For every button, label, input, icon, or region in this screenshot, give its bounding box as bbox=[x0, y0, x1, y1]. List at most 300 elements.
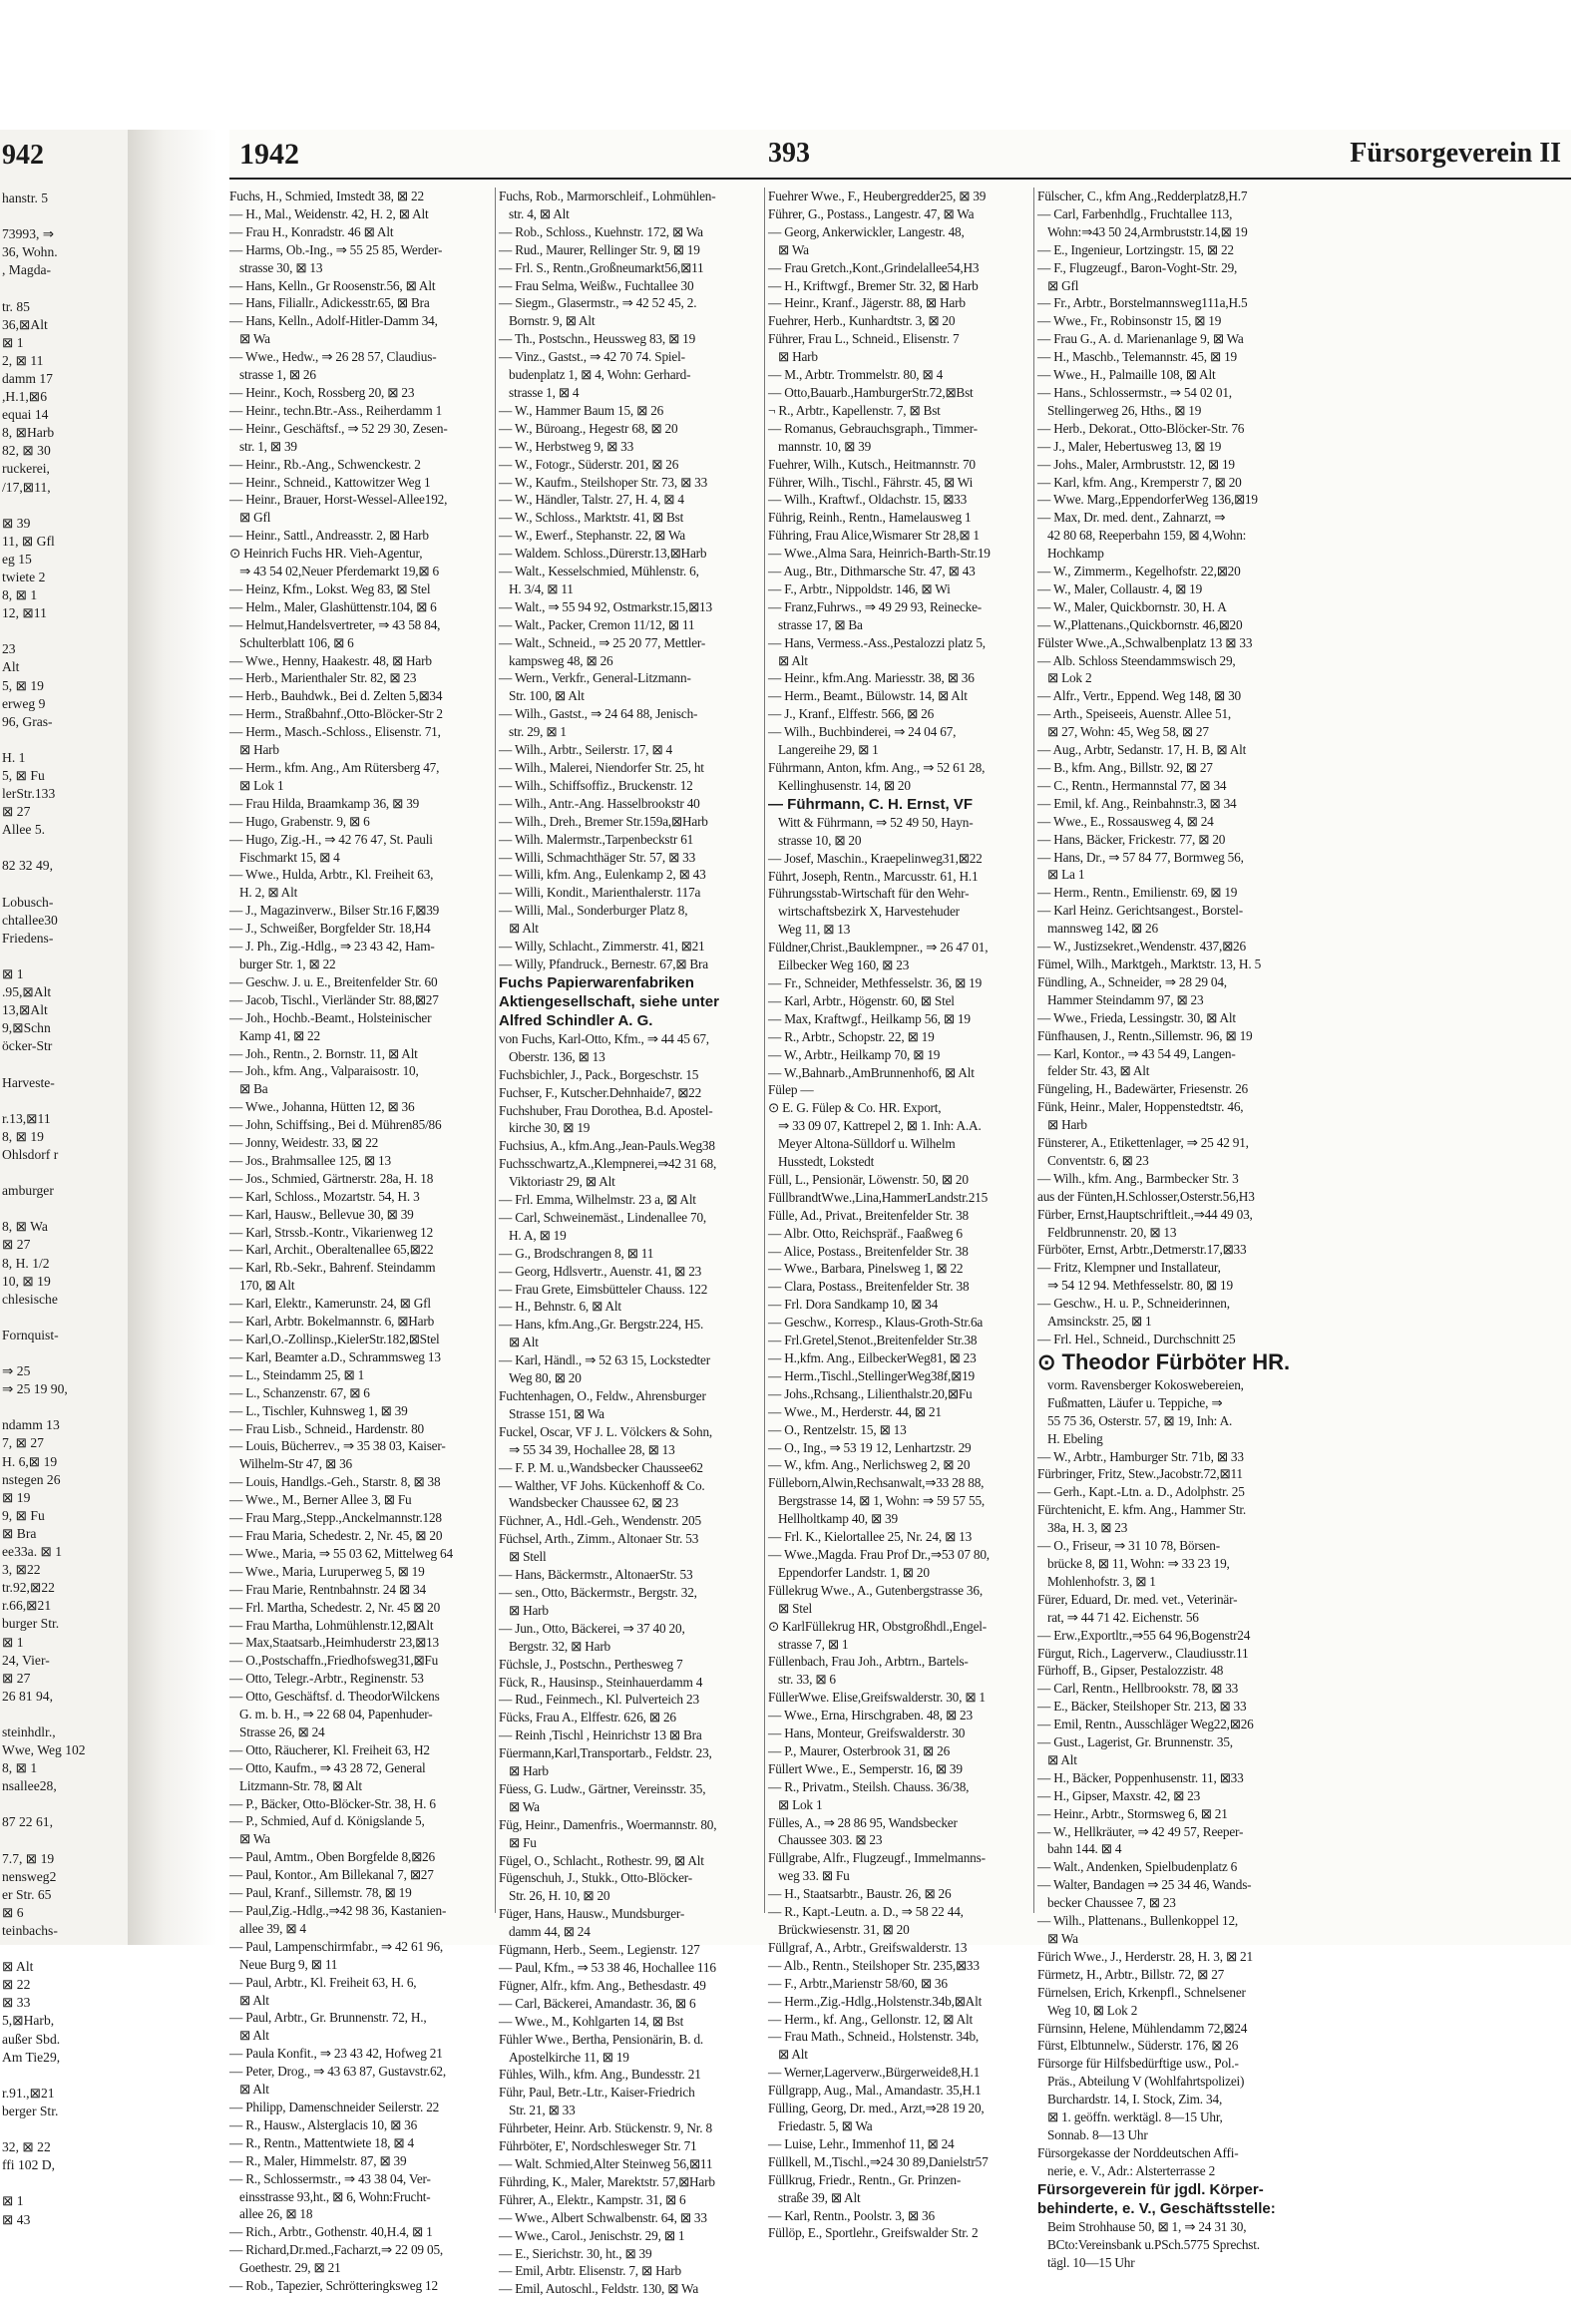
directory-entry-line: Fuchs, H., Schmied, Imstedt 38, ⊠ 22 bbox=[229, 189, 424, 203]
facing-page-line: nstegen 26 bbox=[2, 1471, 61, 1487]
facing-page-line: 10, ⊠ 19 bbox=[2, 1273, 51, 1289]
facing-page-line: r.66,⊠21 bbox=[2, 1598, 52, 1614]
facing-page-line: 5,⊠Harb, bbox=[2, 2013, 55, 2029]
directory-entry-line: Führer, Wilh., Tischl., Fährstr. 45, ⊠ Wi bbox=[768, 474, 974, 490]
facing-page-line: 2, ⊠ 11 bbox=[2, 352, 44, 368]
column-divider bbox=[764, 188, 765, 1913]
facing-page-line: tr.92,⊠22 bbox=[2, 1580, 55, 1596]
directory-entry-line: Amsinckstr. 25, ⊠ 1 bbox=[1047, 1314, 1152, 1330]
directory-entry-line: — Wwe., Frieda, Lessingstr. 30, ⊠ Alt bbox=[1037, 1009, 1236, 1025]
directory-entry-line: — Hans, Vermess.-Ass.,Pestalozzi platz 5, bbox=[768, 634, 986, 650]
directory-entry-line: — Herb., Dekorat., Otto-Blöcker-Str. 76 bbox=[1037, 420, 1245, 436]
directory-entry-line: — Max,Staatsarb.,Heimhuderstr 23,⊠13 bbox=[229, 1635, 440, 1651]
directory-entry-line: — Heinr., Brauer, Horst-Wessel-Allee192, bbox=[229, 492, 448, 508]
facing-page-line: 23 bbox=[2, 641, 16, 657]
directory-entry-line: Fügel, O., Schlacht., Rothestr. 99, ⊠ Alt bbox=[499, 1852, 704, 1868]
directory-entry-line: — W., Kaufm., Steilshoper Str. 73, ⊠ 33 bbox=[499, 474, 708, 490]
directory-entry-line: ⇒ 55 34 39, Hochallee 28, ⊠ 13 bbox=[509, 1441, 675, 1457]
facing-page-line: Harveste- bbox=[2, 1074, 55, 1090]
directory-entry-line: FüllerWwe. Elise,Greifswalderstr. 30, ⊠ 1 bbox=[768, 1690, 986, 1706]
directory-entry-line: — Paul, Arbtr., Kl. Freiheit 63, H. 6, bbox=[229, 1974, 417, 1990]
directory-entry-line: Fünsterer, A., Etikettenlager, ⇒ 25 42 91, bbox=[1037, 1135, 1249, 1151]
facing-page-line: ⊠ 22 bbox=[2, 1977, 31, 1993]
directory-entry-line: — Romanus, Gebrauchsgraph., Timmer- bbox=[768, 420, 978, 436]
directory-entry-line: — Josef, Maschin., Kraepelinweg31,⊠22 bbox=[768, 850, 983, 866]
directory-entry-line: — Emil, Rentn., Ausschläger Weg22,⊠26 bbox=[1037, 1717, 1254, 1732]
directory-entry-line: — R., Kapt.-Leutn. a. D., ⇒ 58 22 44, bbox=[768, 1904, 964, 1920]
directory-entry-line: — W., Arbtr., Hamburger Str. 71b, ⊠ 33 bbox=[1037, 1448, 1244, 1464]
directory-entry-line: ⊠ Ba bbox=[239, 1081, 268, 1097]
directory-entry-line: — Wwe., Maria, ⇒ 55 03 62, Mittelweg 64 bbox=[229, 1545, 453, 1561]
directory-entry-line: Hochkamp bbox=[1047, 546, 1104, 562]
directory-entry-line: G. m. b. H., ⇒ 22 68 04, Papenhuder- bbox=[239, 1707, 433, 1723]
column-1 bbox=[229, 188, 491, 2294]
directory-entry-line: — O., Rentzelstr. 15, ⊠ 13 bbox=[768, 1421, 907, 1437]
facing-page-line: ⊠ 1 bbox=[2, 1634, 24, 1650]
directory-entry-line: Füchsle, J., Postschn., Perthesweg 7 bbox=[499, 1656, 683, 1672]
directory-entry-line: — Paul, Kfm., ⇒ 53 38 46, Hochallee 116 bbox=[499, 1960, 716, 1975]
directory-entry-line: — Wilh., Arbtr., Seilerstr. 17, ⊠ 4 bbox=[499, 742, 673, 758]
directory-entry-line: ⊠ Stel bbox=[778, 1600, 812, 1616]
facing-page-line: ⇒ 25 bbox=[2, 1363, 31, 1379]
directory-entry-line: Fuehrer, Herb., Kunhardtstr. 3, ⊠ 20 bbox=[768, 313, 956, 329]
facing-page-line: 7, ⊠ 27 bbox=[2, 1435, 44, 1451]
directory-entry-line: aus der Fünten,H.Schlosser,Osterstr.56,H3 bbox=[1037, 1188, 1255, 1204]
directory-entry-line: Führböter, E', Nordschlesweger Str. 71 bbox=[499, 2138, 697, 2154]
directory-entry-line: — Otto,Bauarb.,HamburgerStr.72,⊠Bst bbox=[768, 384, 974, 400]
directory-entry-line: — Frau Gretch.,Kont.,Grindelallee54,H3 bbox=[768, 259, 980, 275]
directory-entry-line: — Georg, Hdlsvertr., Auenstr. 41, ⊠ 23 bbox=[499, 1263, 702, 1279]
directory-entry-line: — Siegm., Glasermstr., ⇒ 42 52 45, 2. bbox=[499, 295, 697, 311]
directory-entry-line: — Frau Math., Schneid., Holstenstr. 34b, bbox=[768, 2029, 980, 2045]
facing-page-line: chtallee30 bbox=[2, 912, 58, 928]
facing-page-line bbox=[2, 948, 126, 965]
directory-entry-line: Fügmann, Herb., Seem., Legienstr. 127 bbox=[499, 1942, 700, 1958]
directory-entry-line: — Max, Dr. med. dent., Zahnarzt, ⇒ bbox=[1037, 510, 1226, 526]
directory-entry-line: — W., Büroang., Hegestr 68, ⊠ 20 bbox=[499, 420, 678, 436]
directory-entry-line: — Karl, Beamter a.D., Schrammsweg 13 bbox=[229, 1348, 441, 1364]
directory-entry-line: — J., Magazinverw., Bilser Str.16 F,⊠39 bbox=[229, 903, 440, 919]
directory-entry-line: — R., Hausw., Alsterglacis 10, ⊠ 36 bbox=[229, 2116, 418, 2132]
facing-page-line: 82, ⊠ 30 bbox=[2, 443, 51, 459]
facing-page-line: ⊠ 33 bbox=[2, 1995, 31, 2011]
directory-entry-line: H. Ebeling bbox=[1047, 1430, 1103, 1446]
directory-entry-line: — Frau Marg.,Stepp.,Anckelmannstr.128 bbox=[229, 1510, 442, 1526]
directory-entry-line: — Frau Selma, Weißw., Fuchtallee 30 bbox=[499, 277, 694, 293]
facing-page-line: ndamm 13 bbox=[2, 1417, 60, 1433]
directory-entry-line: ¬ R., Arbtr., Kapellenstr. 7, ⊠ Bst bbox=[768, 402, 941, 418]
directory-entry-line: Füldner,Christ.,Bauklempner., ⇒ 26 47 01, bbox=[768, 940, 989, 956]
directory-entry-line: Fuehrer, Wilh., Kutsch., Heitmannstr. 70 bbox=[768, 456, 976, 472]
directory-entry-line: — Wilh., Buchbinderei, ⇒ 24 04 67, bbox=[768, 724, 957, 740]
column-2 bbox=[499, 188, 760, 2297]
facing-page-line bbox=[2, 1344, 126, 1362]
facing-page-line: ,H.1,⊠6 bbox=[2, 389, 47, 405]
directory-entry-line: — Georg, Ankerwickler, Langestr. 48, bbox=[768, 223, 965, 239]
directory-entry-line: ⊠ Wa bbox=[509, 1798, 540, 1814]
directory-entry-line: — B., kfm. Ang., Billstr. 92, ⊠ 27 bbox=[1037, 760, 1213, 775]
facing-page-line: 82 32 49, bbox=[2, 858, 53, 874]
directory-entry-line: ⊠ Fu bbox=[509, 1834, 537, 1850]
directory-entry-line: — Wilh., kfm. Ang., Barmbecker Str. 3 bbox=[1037, 1170, 1239, 1186]
directory-entry-line: ⊙ Heinrich Fuchs HR. Vieh-Agentur, bbox=[229, 546, 423, 562]
facing-page-line: nensweg2 bbox=[2, 1868, 57, 1884]
directory-entry-line: — W., Zimmerm., Kegelhofstr. 22,⊠20 bbox=[1037, 564, 1241, 579]
directory-entry-line: — Wwe., Hulda, Arbtr., Kl. Freiheit 63, bbox=[229, 867, 434, 883]
facing-page-line: nsallee28, bbox=[2, 1778, 57, 1794]
directory-entry-line: Neue Burg 9, ⊠ 11 bbox=[239, 1956, 338, 1972]
facing-page-line bbox=[2, 1832, 126, 1850]
directory-entry-line: Fuchs Papierwarenfabriken bbox=[499, 973, 694, 991]
directory-entry-line: — Frl. Dora Sandkamp 10, ⊠ 34 bbox=[768, 1297, 939, 1313]
directory-entry-line: — Willi, Mal., Sonderburger Platz 8, bbox=[499, 903, 688, 919]
directory-entry-line: Eppendorfer Landstr. 1, ⊠ 20 bbox=[778, 1564, 930, 1580]
directory-entry-line: — Hans., Schlossermstr., ⇒ 54 02 01, bbox=[1037, 384, 1232, 400]
directory-entry-line: Fülster Wwe.,A.,Schwalbenplatz 13 ⊠ 33 bbox=[1037, 634, 1253, 650]
facing-page-line: 96, Gras- bbox=[2, 713, 53, 729]
facing-page-line: 73993, ⇒ bbox=[2, 226, 55, 242]
directory-entry-line: Str. 100, ⊠ Alt bbox=[509, 688, 585, 704]
directory-entry-line: — Gust., Lagerist, Gr. Brunnenstr. 35, bbox=[1037, 1734, 1233, 1750]
directory-entry-line: — Frl. S., Rentn.,Großneumarkt56,⊠11 bbox=[499, 259, 704, 275]
facing-page-line bbox=[2, 497, 126, 515]
directory-entry-line: — Karl, Archit., Oberaltenallee 65,⊠22 bbox=[229, 1242, 434, 1258]
directory-entry-line: — Peter, Drog., ⇒ 43 63 87, Gustavstr.62, bbox=[229, 2064, 446, 2080]
directory-entry-line: — Wilh., Kraftwf., Oldachstr. 15, ⊠33 bbox=[768, 492, 968, 508]
directory-entry-line: — H., Kriftwgf., Bremer Str. 32, ⊠ Harb bbox=[768, 277, 979, 293]
facing-page-line bbox=[2, 622, 126, 640]
facing-page-line: 36, Wohn. bbox=[2, 244, 58, 260]
directory-entry-line: Aktiengesellschaft, siehe unter bbox=[499, 992, 719, 1010]
directory-entry-line: — Karl Heinz. Gerichtsangest., Borstel- bbox=[1037, 903, 1243, 919]
directory-entry-line: — Karl, Strssb.-Kontr., Vikarienweg 12 bbox=[229, 1224, 434, 1240]
directory-entry-line: — Alb., Rentn., Steilshoper Str. 235,⊠33 bbox=[768, 1957, 980, 1973]
directory-entry-line: — Franz,Fuhrws., ⇒ 49 29 93, Reinecke- bbox=[768, 598, 983, 614]
directory-entry-line: strasse 10, ⊠ 20 bbox=[778, 832, 862, 848]
directory-entry-line: ⊙ KarlFüllekrug HR, Obstgroßhdl.,Engel- bbox=[768, 1618, 988, 1634]
directory-entry-line: ⊠ Wa bbox=[239, 331, 270, 347]
directory-entry-line: strasse 7, ⊠ 1 bbox=[778, 1636, 849, 1652]
directory-entry-line: — W., Maler, Collaustr. 4, ⊠ 19 bbox=[1037, 580, 1203, 596]
directory-entry-line: ⊠ Alt bbox=[239, 1992, 269, 2008]
column-divider bbox=[1033, 188, 1034, 1913]
directory-entry-line: Str. 26, H. 10, ⊠ 20 bbox=[509, 1888, 610, 1904]
directory-entry-line: wirtschaftsbezirk X, Harvestehuder bbox=[778, 904, 960, 920]
directory-entry-line: Fuchsbichler, J., Pack., Borgeschstr. 15 bbox=[499, 1066, 699, 1082]
directory-entry-line: — Heinr., kfm.Ang. Mariesstr. 38, ⊠ 36 bbox=[768, 670, 975, 686]
directory-entry-line: — F., Arbtr., Nippoldstr. 146, ⊠ Wi bbox=[768, 580, 951, 596]
directory-entry-line: Fümel, Wilh., Marktgeh., Marktstr. 13, H. 5 bbox=[1037, 956, 1262, 971]
directory-entry-line: — Frl.Gretel,Stenot.,Breitenfelder Str.38 bbox=[768, 1333, 978, 1348]
directory-entry-line: vorm. Ravensberger Kokoswebereien, bbox=[1047, 1376, 1244, 1392]
facing-page-line bbox=[2, 279, 126, 297]
directory-entry-line: — Joh., Hochb.-Beamt., Holsteinischer bbox=[229, 1009, 432, 1025]
directory-entry-line: — P., Maurer, Osterbrook 31, ⊠ 26 bbox=[768, 1742, 951, 1758]
directory-entry-line: — H., Mal., Weidenstr. 42, H. 2, ⊠ Alt bbox=[229, 205, 429, 221]
directory-entry-line: — Johs., Maler, Armbruststr. 12, ⊠ 19 bbox=[1037, 456, 1235, 472]
directory-entry-line: — P., Schmied, Auf d. Königslande 5, bbox=[229, 1813, 425, 1829]
facing-page-line bbox=[2, 2174, 126, 2192]
directory-entry-line: — Alb. Schloss Steendammswisch 29, bbox=[1037, 652, 1236, 668]
directory-entry-line: Fischmarkt 15, ⊠ 4 bbox=[239, 849, 340, 865]
directory-entry-line: — Helmut,Handelsvertreter, ⇒ 43 58 84, bbox=[229, 616, 441, 632]
facing-page-line bbox=[2, 1706, 126, 1724]
directory-entry-line: Bergstr. 32, ⊠ Harb bbox=[509, 1638, 611, 1654]
directory-entry-line: allee 39, ⊠ 4 bbox=[239, 1920, 306, 1936]
directory-entry-line: — Vinz., Gastst., ⇒ 42 70 74. Spiel- bbox=[499, 349, 685, 365]
directory-entry-line: — Herb., Bauhdwk., Bei d. Zelten 5,⊠34 bbox=[229, 688, 443, 704]
directory-entry-line: — Willy, Pfandruck., Bernestr. 67,⊠ Bra bbox=[499, 956, 708, 971]
directory-entry-line: Feldbrunnenstr. 20, ⊠ 13 bbox=[1047, 1224, 1177, 1240]
directory-entry-line: — Karl, Händl., ⇒ 52 63 15, Lockstedter bbox=[499, 1352, 710, 1368]
directory-entry-line: — W., Hammer Baum 15, ⊠ 26 bbox=[499, 402, 664, 418]
directory-entry-line: — Frau Grete, Eimsbütteler Chauss. 122 bbox=[499, 1281, 708, 1297]
directory-entry-line: — Geschw. J. u. E., Breitenfelder Str. 60 bbox=[229, 973, 438, 989]
facing-page-line: 8, ⊠Harb bbox=[2, 425, 55, 441]
directory-entry-line: H. 2, ⊠ Alt bbox=[239, 885, 298, 901]
directory-entry-line: — R., Rentn., Mattentwiete 18, ⊠ 4 bbox=[229, 2134, 414, 2150]
directory-entry-line: — Wwe., M., Berner Allee 3, ⊠ Fu bbox=[229, 1492, 412, 1508]
directory-entry-line: Conventstr. 6, ⊠ 23 bbox=[1047, 1152, 1149, 1168]
directory-entry-line: Fürer, Eduard, Dr. med. vet., Veterinär- bbox=[1037, 1591, 1238, 1607]
directory-entry-line: — Helm., Maler, Glashüttenstr.104, ⊠ 6 bbox=[229, 598, 437, 614]
directory-entry-line: — O., Ing., ⇒ 53 19 12, Lenhartzstr. 29 bbox=[768, 1439, 972, 1455]
directory-entry-line: — J., Schweißer, Borgfelder Str. 18,H4 bbox=[229, 921, 431, 937]
directory-entry-line: allee 26, ⊠ 18 bbox=[239, 2206, 313, 2222]
directory-entry-line: — sen., Otto, Bäckermstr., Bergstr. 32, bbox=[499, 1584, 697, 1600]
directory-entry-line: — Frau Maria, Schedestr. 2, Nr. 45, ⊠ 20 bbox=[229, 1527, 443, 1543]
directory-entry-line: ⊠ La 1 bbox=[1047, 867, 1085, 883]
directory-entry-line: Fülscher, C., kfm Ang.,Redderplatz8,H.7 bbox=[1037, 189, 1248, 203]
directory-entry-line: Fürbringer, Fritz, Stew.,Jacobstr.72,⊠11 bbox=[1037, 1466, 1243, 1482]
directory-entry-line: Führding, K., Maler, Marektstr. 57,⊠Harb bbox=[499, 2173, 715, 2189]
directory-entry-line: — L., Tischler, Kuhnsweg 1, ⊠ 39 bbox=[229, 1402, 408, 1418]
directory-entry-line: Husstedt, Lokstedt bbox=[778, 1154, 875, 1170]
directory-entry-line: — Wwe., Henny, Haakestr. 48, ⊠ Harb bbox=[229, 652, 432, 668]
directory-entry-line: — Hugo, Zig.-H., ⇒ 42 76 47, St. Pauli bbox=[229, 831, 433, 847]
directory-entry-line: — John, Schiffsing., Bei d. Mühren85/86 bbox=[229, 1117, 442, 1133]
directory-entry-line: — Frau Lisb., Schneid., Hardenstr. 80 bbox=[229, 1420, 424, 1436]
directory-entry-line: Führig, Reinh., Rentn., Hamelausweg 1 bbox=[768, 510, 972, 526]
directory-entry-line: — J. Ph., Zig.-Hdlg., ⇒ 23 43 42, Ham- bbox=[229, 939, 435, 955]
facing-page-line: ⊠ 27 bbox=[2, 1237, 31, 1253]
directory-page bbox=[229, 130, 1571, 2297]
directory-entry-line: ⊠ Stell bbox=[509, 1549, 547, 1565]
directory-entry-line: — Wilh., Plattenans., Bullenkoppel 12, bbox=[1037, 1913, 1239, 1929]
facing-page-line: 24, Vier- bbox=[2, 1652, 50, 1668]
directory-entry-line: Führbeter, Heinr. Arb. Stückenstr. 9, Nr. 8 bbox=[499, 2120, 712, 2136]
facing-page-line bbox=[2, 207, 126, 225]
directory-entry-line: — Werner,Lagerverw.,Bürgerweide8,H.1 bbox=[768, 2065, 981, 2081]
directory-entry-line: becker Chaussee 7, ⊠ 23 bbox=[1047, 1895, 1176, 1911]
directory-entry-line: — Hans, Dr., ⇒ 57 84 77, Bormweg 56, bbox=[1037, 849, 1244, 865]
directory-entry-line: Kellinghusenstr. 14, ⊠ 20 bbox=[778, 777, 911, 793]
directory-entry-line: — F., Flugzeugf., Baron-Voght-Str. 29, bbox=[1037, 259, 1238, 275]
directory-entry-line: weg 33. ⊠ Fu bbox=[778, 1868, 850, 1884]
directory-entry-line: — Walt., Andenken, Spielbudenplatz 6 bbox=[1037, 1859, 1238, 1875]
directory-entry-line: Füchner, A., Hdl.-Geh., Wendenstr. 205 bbox=[499, 1513, 701, 1529]
directory-entry-line: — Paul, Kranf., Sillemstr. 78, ⊠ 19 bbox=[229, 1885, 412, 1901]
directory-entry-line: — Frau H., Konradstr. 46 ⊠ Alt bbox=[229, 223, 394, 239]
directory-entry-line: — Otto, Räucherer, Kl. Freiheit 63, H2 bbox=[229, 1741, 430, 1757]
directory-entry-line: bahn 144. ⊠ 4 bbox=[1047, 1841, 1122, 1857]
directory-entry-line: 42 80 68, Reeperbahn 159, ⊠ 4,Wohn: bbox=[1047, 528, 1247, 544]
directory-entry-line: — Heinr., Koch, Rossberg 20, ⊠ 23 bbox=[229, 384, 415, 400]
directory-entry-line: — W., Schloss., Marktstr. 41, ⊠ Bst bbox=[499, 510, 684, 526]
directory-entry-line: — Herm., Masch.-Schloss., Elisenstr. 71, bbox=[229, 724, 441, 740]
directory-entry-line: — Joh., kfm. Ang., Valparaisostr. 10, bbox=[229, 1063, 419, 1079]
directory-entry-line: — H., Maschb., Telemannstr. 45, ⊠ 19 bbox=[1037, 349, 1237, 365]
directory-entry-line: — Karl, kfm. Ang., Kremperstr 7, ⊠ 20 bbox=[1037, 474, 1242, 490]
directory-entry-line: Fürgut, Rich., Lagerverw., Claudiusstr.11 bbox=[1037, 1645, 1249, 1661]
directory-entry-line: — Heinr., Schneid., Kattowitzer Weg 1 bbox=[229, 474, 431, 490]
directory-entry-line: — W., Maler, Quickbornstr. 30, H. A bbox=[1037, 598, 1227, 614]
directory-entry-line: — Frl. Martha, Schedestr. 2, Nr. 45 ⊠ 20 bbox=[229, 1599, 441, 1615]
directory-entry-line: ⊠ Alt bbox=[778, 652, 808, 668]
directory-entry-line: FüllbrandtWwe.,Lina,HammerLandstr.215 bbox=[768, 1189, 989, 1205]
facing-page-line: Friedens- bbox=[2, 930, 54, 946]
directory-entry-line: ⇒ 43 54 02,Neuer Pferdemarkt 19,⊠ 6 bbox=[239, 564, 439, 579]
directory-entry-line: — Herm., kf. Ang., Gellonstr. 12, ⊠ Alt bbox=[768, 2011, 974, 2027]
directory-entry-line: Fuchtenhagen, O., Feldw., Ahrensburger bbox=[499, 1388, 706, 1403]
directory-entry-line: Fuchser, F., Kutscher.Dehnhaide7, ⊠22 bbox=[499, 1084, 702, 1100]
facing-page-line: 26 81 94, bbox=[2, 1688, 53, 1704]
directory-entry-line: — Emil, kf. Ang., Reinbahnstr.3, ⊠ 34 bbox=[1037, 795, 1237, 811]
directory-entry-line: — Louis, Bücherrev., ⇒ 35 38 03, Kaiser- bbox=[229, 1438, 446, 1454]
directory-entry-line: — Heinr., Geschäftsf., ⇒ 52 29 30, Zesen- bbox=[229, 420, 448, 436]
facing-page-fragment bbox=[0, 130, 130, 2227]
directory-entry-line: Fuehrer Wwe., F., Heubergredder25, ⊠ 39 bbox=[768, 189, 987, 203]
directory-entry-line: Füllkrug, Friedr., Rentn., Gr. Prinzen- bbox=[768, 2171, 962, 2187]
directory-entry-line: — Herm.,Zig.-Hdlg.,Holstenstr.34b,⊠Alt bbox=[768, 1993, 983, 2009]
directory-entry-line: — Luise, Lehr., Immenhof 11, ⊠ 24 bbox=[768, 2135, 955, 2151]
directory-entry-line: Präs., Abteilung V (Wohlfahrtspolizei) bbox=[1047, 2074, 1245, 2090]
directory-entry-line: — Herm., Rentn., Emilienstr. 69, ⊠ 19 bbox=[1037, 885, 1238, 901]
directory-entry-line: ⊠ Gfl bbox=[1047, 277, 1079, 293]
column-3 bbox=[768, 188, 1029, 2241]
header-rule bbox=[229, 178, 1571, 180]
directory-entry-line: — E., Sierichstr. 30, ht., ⊠ 39 bbox=[499, 2245, 652, 2261]
directory-entry-line: ⊠ Alt bbox=[778, 2047, 808, 2063]
directory-entry-line: — Max, Kraftwgf., Heilkamp 56, ⊠ 19 bbox=[768, 1010, 971, 1026]
directory-entry-line: ⊠ Harb bbox=[509, 1763, 549, 1779]
directory-entry-line: — Wwe., Fr., Robinsonstr 15, ⊠ 19 bbox=[1037, 313, 1222, 329]
facing-page-line: ⊠ 27 bbox=[2, 1670, 31, 1686]
directory-entry-line: — Karl, Elektr., Kamerunstr. 24, ⊠ Gfl bbox=[229, 1296, 431, 1312]
directory-entry-line: — Jacob, Tischl., Vierländer Str. 88,⊠27 bbox=[229, 991, 439, 1007]
directory-entry-line: Füllert Wwe., E., Semperstr. 16, ⊠ 39 bbox=[768, 1760, 963, 1776]
directory-entry-line: — Wwe.,Magda. Frau Prof Dr.,⇒53 07 80, bbox=[768, 1546, 990, 1562]
directory-entry-line: Stellingerweg 26, Hths., ⊠ 19 bbox=[1047, 402, 1202, 418]
directory-entry-line: ⊠ Alt bbox=[1047, 1751, 1077, 1767]
directory-entry-line: Fürnsinn, Helene, Mühlendamm 72,⊠24 bbox=[1037, 2020, 1248, 2036]
directory-entry-line: — Rud., Maurer, Rellinger Str. 9, ⊠ 19 bbox=[499, 241, 700, 257]
directory-entry-line: Hellholtkamp 40, ⊠ 39 bbox=[778, 1511, 898, 1527]
directory-entry-line: — Frau Hilda, Braamkamp 36, ⊠ 39 bbox=[229, 795, 420, 811]
directory-entry-line: — J., Maler, Hebertusweg 13, ⊠ 19 bbox=[1037, 438, 1222, 454]
directory-entry-line: Friedastr. 5, ⊠ Wa bbox=[778, 2117, 873, 2133]
directory-entry-line: Füllenbach, Frau Joh., Arbtrn., Bartels- bbox=[768, 1654, 969, 1670]
facing-page-line: er Str. 65 bbox=[2, 1886, 52, 1902]
directory-entry-line: Fülle, Ad., Privat., Breitenfelder Str. 38 bbox=[768, 1207, 969, 1223]
directory-entry-line: Füngeling, H., Badewärter, Friesenstr. 26 bbox=[1037, 1081, 1248, 1097]
directory-entry-line: strasse 1, ⊠ 26 bbox=[239, 367, 316, 383]
directory-entry-line: Fürchtenicht, E. kfm. Ang., Hammer Str. bbox=[1037, 1502, 1246, 1518]
directory-entry-line: Fück, R., Hausinsp., Steinhauerdamm 4 bbox=[499, 1674, 703, 1690]
facing-page-line: hanstr. 5 bbox=[2, 191, 49, 205]
directory-entry-line: Fuckel, Oscar, VF J. L. Völckers & Sohn, bbox=[499, 1423, 713, 1439]
directory-entry-line: — Wilh., Antr.-Ang. Hasselbrookstr 40 bbox=[499, 795, 700, 811]
directory-entry-line: ⊠ 1. geöffn. werktägl. 8—15 Uhr, bbox=[1047, 2109, 1223, 2125]
directory-entry-line: Apostelkirche 11, ⊠ 19 bbox=[509, 2049, 629, 2065]
facing-page-line: ffi 102 D, bbox=[2, 2157, 55, 2173]
directory-entry-line: — Alice, Postass., Breitenfelder Str. 38 bbox=[768, 1243, 969, 1259]
directory-entry-line: — Karl, Arbtr., Högenstr. 60, ⊠ Stel bbox=[768, 992, 955, 1008]
directory-entry-line: — Reinh ,Tischl , Heinrichstr 13 ⊠ Bra bbox=[499, 1727, 702, 1743]
directory-entry-line: — Walt. Schmied,Alter Steinweg 56,⊠11 bbox=[499, 2155, 713, 2171]
facing-page-line: H. 6,⊠ 19 bbox=[2, 1453, 58, 1469]
directory-entry-line: ⊠ Harb bbox=[778, 349, 818, 365]
facing-page-line: ⊠ Bra bbox=[2, 1525, 37, 1541]
directory-entry-line: von Fuchs, Karl-Otto, Kfm., ⇒ 44 45 67, bbox=[499, 1030, 709, 1046]
facing-page-line: erweg 9 bbox=[2, 695, 46, 711]
directory-entry-line: — Waldem. Schloss.,Dürerstr.13,⊠Harb bbox=[499, 546, 707, 562]
directory-entry-line: ⊠ Lok 1 bbox=[778, 1796, 823, 1812]
directory-entry-line: Eilbecker Weg 160, ⊠ 23 bbox=[778, 958, 910, 973]
directory-entry-line: — Frau G., A. d. Marienanlage 9, ⊠ Wa bbox=[1037, 331, 1244, 347]
facing-page-line: 9,⊠Schn bbox=[2, 1020, 51, 1036]
directory-entry-line: Fülleborn,Alwin,Rechsanwalt,⇒33 28 88, bbox=[768, 1475, 985, 1491]
directory-entry-line: — Karl, Hausw., Bellevue 30, ⊠ 39 bbox=[229, 1206, 414, 1222]
directory-entry-line: — W.,Plattenans.,Quickbornstr. 46,⊠20 bbox=[1037, 616, 1243, 632]
directory-entry-line: Führer, A., Elektr., Kampstr. 31, ⊠ 6 bbox=[499, 2191, 686, 2207]
directory-entry-line: — Wwe., Carol., Jenischstr. 29, ⊠ 1 bbox=[499, 2227, 685, 2243]
directory-entry-line: Mohlenhofstr. 3, ⊠ 1 bbox=[1047, 1573, 1156, 1589]
directory-entry-line: — H., Gipser, Maxstr. 42, ⊠ 23 bbox=[1037, 1787, 1201, 1803]
directory-entry-line: strasse 17, ⊠ Ba bbox=[778, 616, 863, 632]
directory-entry-line: Chaussee 303. ⊠ 23 bbox=[778, 1832, 883, 1848]
directory-entry-line: — Karl, Rentn., Poolstr. 3, ⊠ 36 bbox=[768, 2207, 935, 2223]
column-divider bbox=[495, 188, 496, 1913]
directory-entry-line: ⊠ Wa bbox=[778, 241, 809, 257]
facing-page-line: lerStr.133 bbox=[2, 786, 56, 802]
directory-entry-line: Fühles, Wilh., kfm. Ang., Bundesstr. 21 bbox=[499, 2067, 701, 2083]
directory-entry-line: — Wwe., Johanna, Hütten 12, ⊠ 36 bbox=[229, 1099, 415, 1115]
directory-entry-line: ⊠ Wa bbox=[1047, 1931, 1078, 1946]
directory-entry-line: — Heinr., Rb.-Ang., Schwenckestr. 2 bbox=[229, 456, 421, 472]
directory-entry-line: — Carl, Schweinemäst., Lindenallee 70, bbox=[499, 1209, 707, 1225]
directory-entry-line: — Wilh., Malerei, Niendorfer Str. 25, ht bbox=[499, 760, 704, 775]
directory-entry-line: — F., Arbtr.,Marienstr 58/60, ⊠ 36 bbox=[768, 1975, 948, 1991]
directory-entry-line: — Richard,Dr.med.,Facharzt,⇒ 22 09 05, bbox=[229, 2242, 444, 2258]
directory-entry-line: strasse 1, ⊠ 4 bbox=[509, 384, 580, 400]
directory-entry-line: — Willi, Schmachthäger Str. 57, ⊠ 33 bbox=[499, 849, 696, 865]
facing-page-line: 8, ⊠ 1 bbox=[2, 587, 38, 603]
directory-entry-line: — Willi, Kondit., Marienthalerstr. 117a bbox=[499, 885, 701, 901]
facing-page-line: ⊠ 27 bbox=[2, 804, 31, 820]
directory-entry-line: — Walt., Schneid., ⇒ 25 20 77, Mettler- bbox=[499, 634, 706, 650]
directory-entry-line: — Wilh., Dreh., Bremer Str.159a,⊠Harb bbox=[499, 813, 708, 829]
facing-page-line: 8, ⊠ 19 bbox=[2, 1128, 44, 1144]
header-year: 1942 bbox=[239, 138, 299, 171]
facing-page-line: ⊠ 6 bbox=[2, 1904, 24, 1920]
facing-page-line: 12, ⊠11 bbox=[2, 605, 47, 621]
directory-entry-line: Fühler Wwe., Bertha, Pensionärin, B. d. bbox=[499, 2031, 704, 2047]
directory-entry-line: — Otto, Geschäftsf. d. TheodorWilckens bbox=[229, 1689, 440, 1705]
facing-page-line: chlesische bbox=[2, 1291, 58, 1307]
directory-entry-line: Goethestr. 29, ⊠ 21 bbox=[239, 2260, 341, 2276]
directory-entry-line: — Frl. Emma, Wilhelmstr. 23 a, ⊠ Alt bbox=[499, 1192, 696, 1208]
